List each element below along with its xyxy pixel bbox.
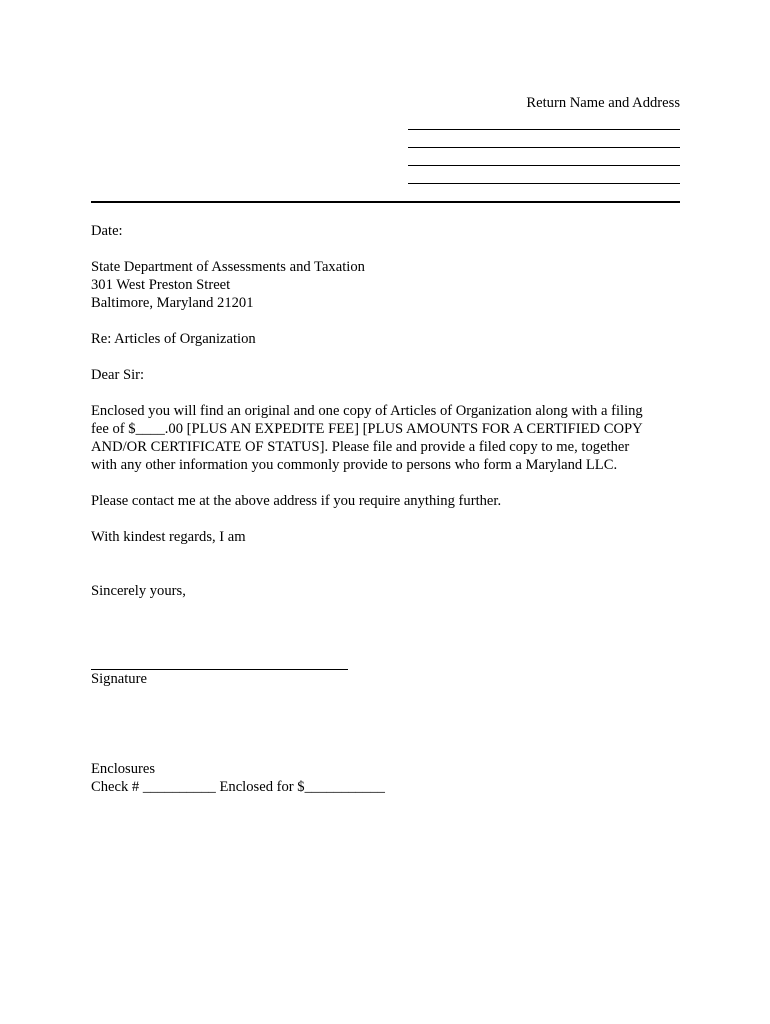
signature-label: Signature xyxy=(91,671,147,687)
paragraph-1-line-1: Enclosed you will find an original and one copy of Articles of Organization along with a filing xyxy=(91,403,643,419)
salutation: Dear Sir: xyxy=(91,367,145,383)
paragraph-2: Please contact me at the above address if you require anything further. xyxy=(91,493,502,509)
paragraph-1-line-3: AND/OR CERTIFICATE OF STATUS]. Please file and provide a filed copy to me, together xyxy=(91,439,630,455)
re-line: Re: Articles of Organization xyxy=(91,331,256,347)
recipient-name: State Department of Assessments and Taxation xyxy=(91,259,365,275)
signature-line xyxy=(91,654,348,670)
return-address-line-4 xyxy=(408,166,680,184)
regards-line: With kindest regards, I am xyxy=(91,529,246,545)
return-address-line-2 xyxy=(408,130,680,148)
header-divider xyxy=(91,201,680,203)
return-address-block xyxy=(408,94,680,184)
check-line: Check # __________ Enclosed for $___________ xyxy=(91,779,385,795)
paragraph-1-line-4: with any other information you commonly provide to persons who form a Maryland LLC. xyxy=(91,457,618,473)
closing: Sincerely yours, xyxy=(91,583,186,599)
recipient-street: 301 West Preston Street xyxy=(91,277,231,293)
enclosures-label: Enclosures xyxy=(91,761,156,777)
return-address-line-3 xyxy=(408,148,680,166)
return-address-line-1 xyxy=(408,112,680,130)
letter-body xyxy=(91,222,680,796)
return-address-title: Return Name and Address xyxy=(526,95,680,111)
recipient-city: Baltimore, Maryland 21201 xyxy=(91,295,254,311)
paragraph-1-line-2: fee of $____.00 [PLUS AN EXPEDITE FEE] [PLUS AMOUNTS FOR A CERTIFIED COPY xyxy=(91,421,643,437)
date-label: Date: xyxy=(91,223,123,239)
